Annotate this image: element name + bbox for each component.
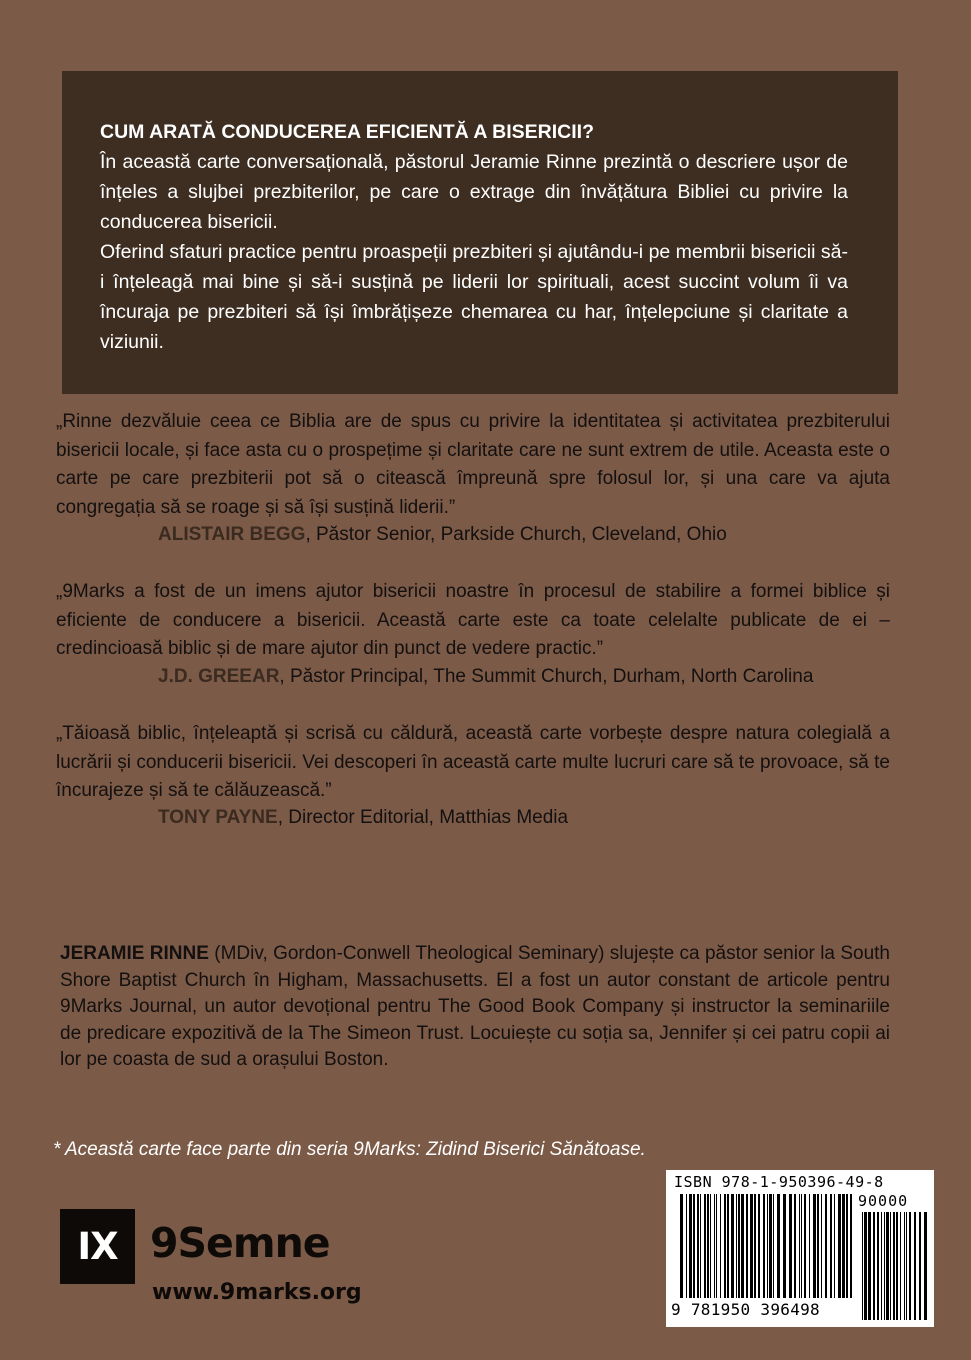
author-bio-text: (MDiv, Gordon-Conwell Theological Seminary) slujește ca păstor senior la South Shore Baptist Church în Higham, Massachusetts. El a fost un autor constant de articole pentru 9Marks Journal, un autor devoțional pentru The Good Book Company și instructor la seminariile de predicare expozitivă de la The Simeon Trust. Locuiește cu soția sa, Jennifer și cei patru copii ai lor pe coasta de sud a orașului Boston. [60,943,890,1070]
endorser-role: , Păstor Principal, The Summit Church, Durham, North Carolina [279,666,814,687]
endorser-role: , Păstor Senior, Parkside Church, Cleveland, Ohio [305,524,727,545]
isbn-barcode [666,1170,934,1327]
endorser-name: ALISTAIR BEGG [158,524,306,545]
series-note: * Această carte face parte din seria 9Marks: Zidind Biserici Sănătoase. [53,1139,646,1160]
endorsement-text: „Rinne dezvăluie ceea ce Biblia are de spus cu privire la identitatea și activitatea prezbiterului bisericii locale, și face asta cu o prospețime și claritate care ne sunt extrem de utile. Aceasta este o carte pe care prezbiterii pot să o citească împreună spre folosul lor, și una care va ajuta congregația să se roage și să își susțină liderii.” [56,411,890,518]
barcode-addon-bars [862,1212,927,1320]
logo-mark: IX [77,1225,118,1268]
endorsement-quote-1 [56,408,890,522]
endorser-name: TONY PAYNE [158,807,278,828]
barcode-main-bars [680,1194,852,1298]
summary-paragraph-2: Oferind sfaturi practice pentru proaspeții prezbiteri și ajutându-i pe membrii bisericii să-i înțeleagă mai bine și să-i susțină pe liderii lor spirituali, acest succint volum îi va încuraja pe prezbiteri să își îmbrățișeze chemarea cu har, înțelepciune și claritate a viziunii. [100,241,848,353]
author-bio [60,941,890,1074]
barcode-addon-number: 90000 [858,1192,909,1210]
endorsement-text: „9Marks a fost de un imens ajutor bisericii noastre în procesul de stabilire a formei biblice și eficiente de conducere a bisericii. Această carte este ca toate celelalte publicate de ei – credincioasă biblic și de mare ajutor din punct de vedere practic.” [56,581,890,659]
summary-paragraph-1: În această carte conversațională, păstorul Jeramie Rinne prezintă o descriere ușor de înțeles a slujbei prezbiterilor, pe care o extrage din învățătura Bibliei cu privire la conducerea bisericii. [100,151,848,233]
isbn-label: ISBN 978-1-950396-49-8 [674,1173,884,1191]
author-name: JERAMIE RINNE [60,943,209,964]
endorsement-quote-2 [56,578,890,664]
publisher-logo-icon [60,1209,135,1284]
ean-digits: 9 781950 396498 [671,1300,820,1319]
publisher-name: 9Semne [150,1219,330,1267]
endorsement-quote-3 [56,720,890,806]
endorsement-attribution-3 [158,804,568,832]
endorser-name: J.D. GREEAR [158,666,280,687]
endorsement-attribution-1 [158,521,727,549]
summary-panel [62,71,898,394]
endorser-role: , Director Editorial, Matthias Media [277,807,569,828]
endorsement-text: „Tăioasă biblic, înțeleaptă și scrisă cu căldură, această carte vorbește despre natura colegială a lucrării și conducerii bisericii. Vei descoperi în această carte multe lucruri care să te provoace, să te încurajeze și să te călăuzească.” [56,723,890,801]
publisher-url: www.9marks.org [152,1280,362,1305]
summary-title: CUM ARATĂ CONDUCEREA EFICIENTĂ A BISERICII? [100,121,594,143]
endorsement-attribution-2 [158,663,813,691]
summary-text [100,117,848,357]
